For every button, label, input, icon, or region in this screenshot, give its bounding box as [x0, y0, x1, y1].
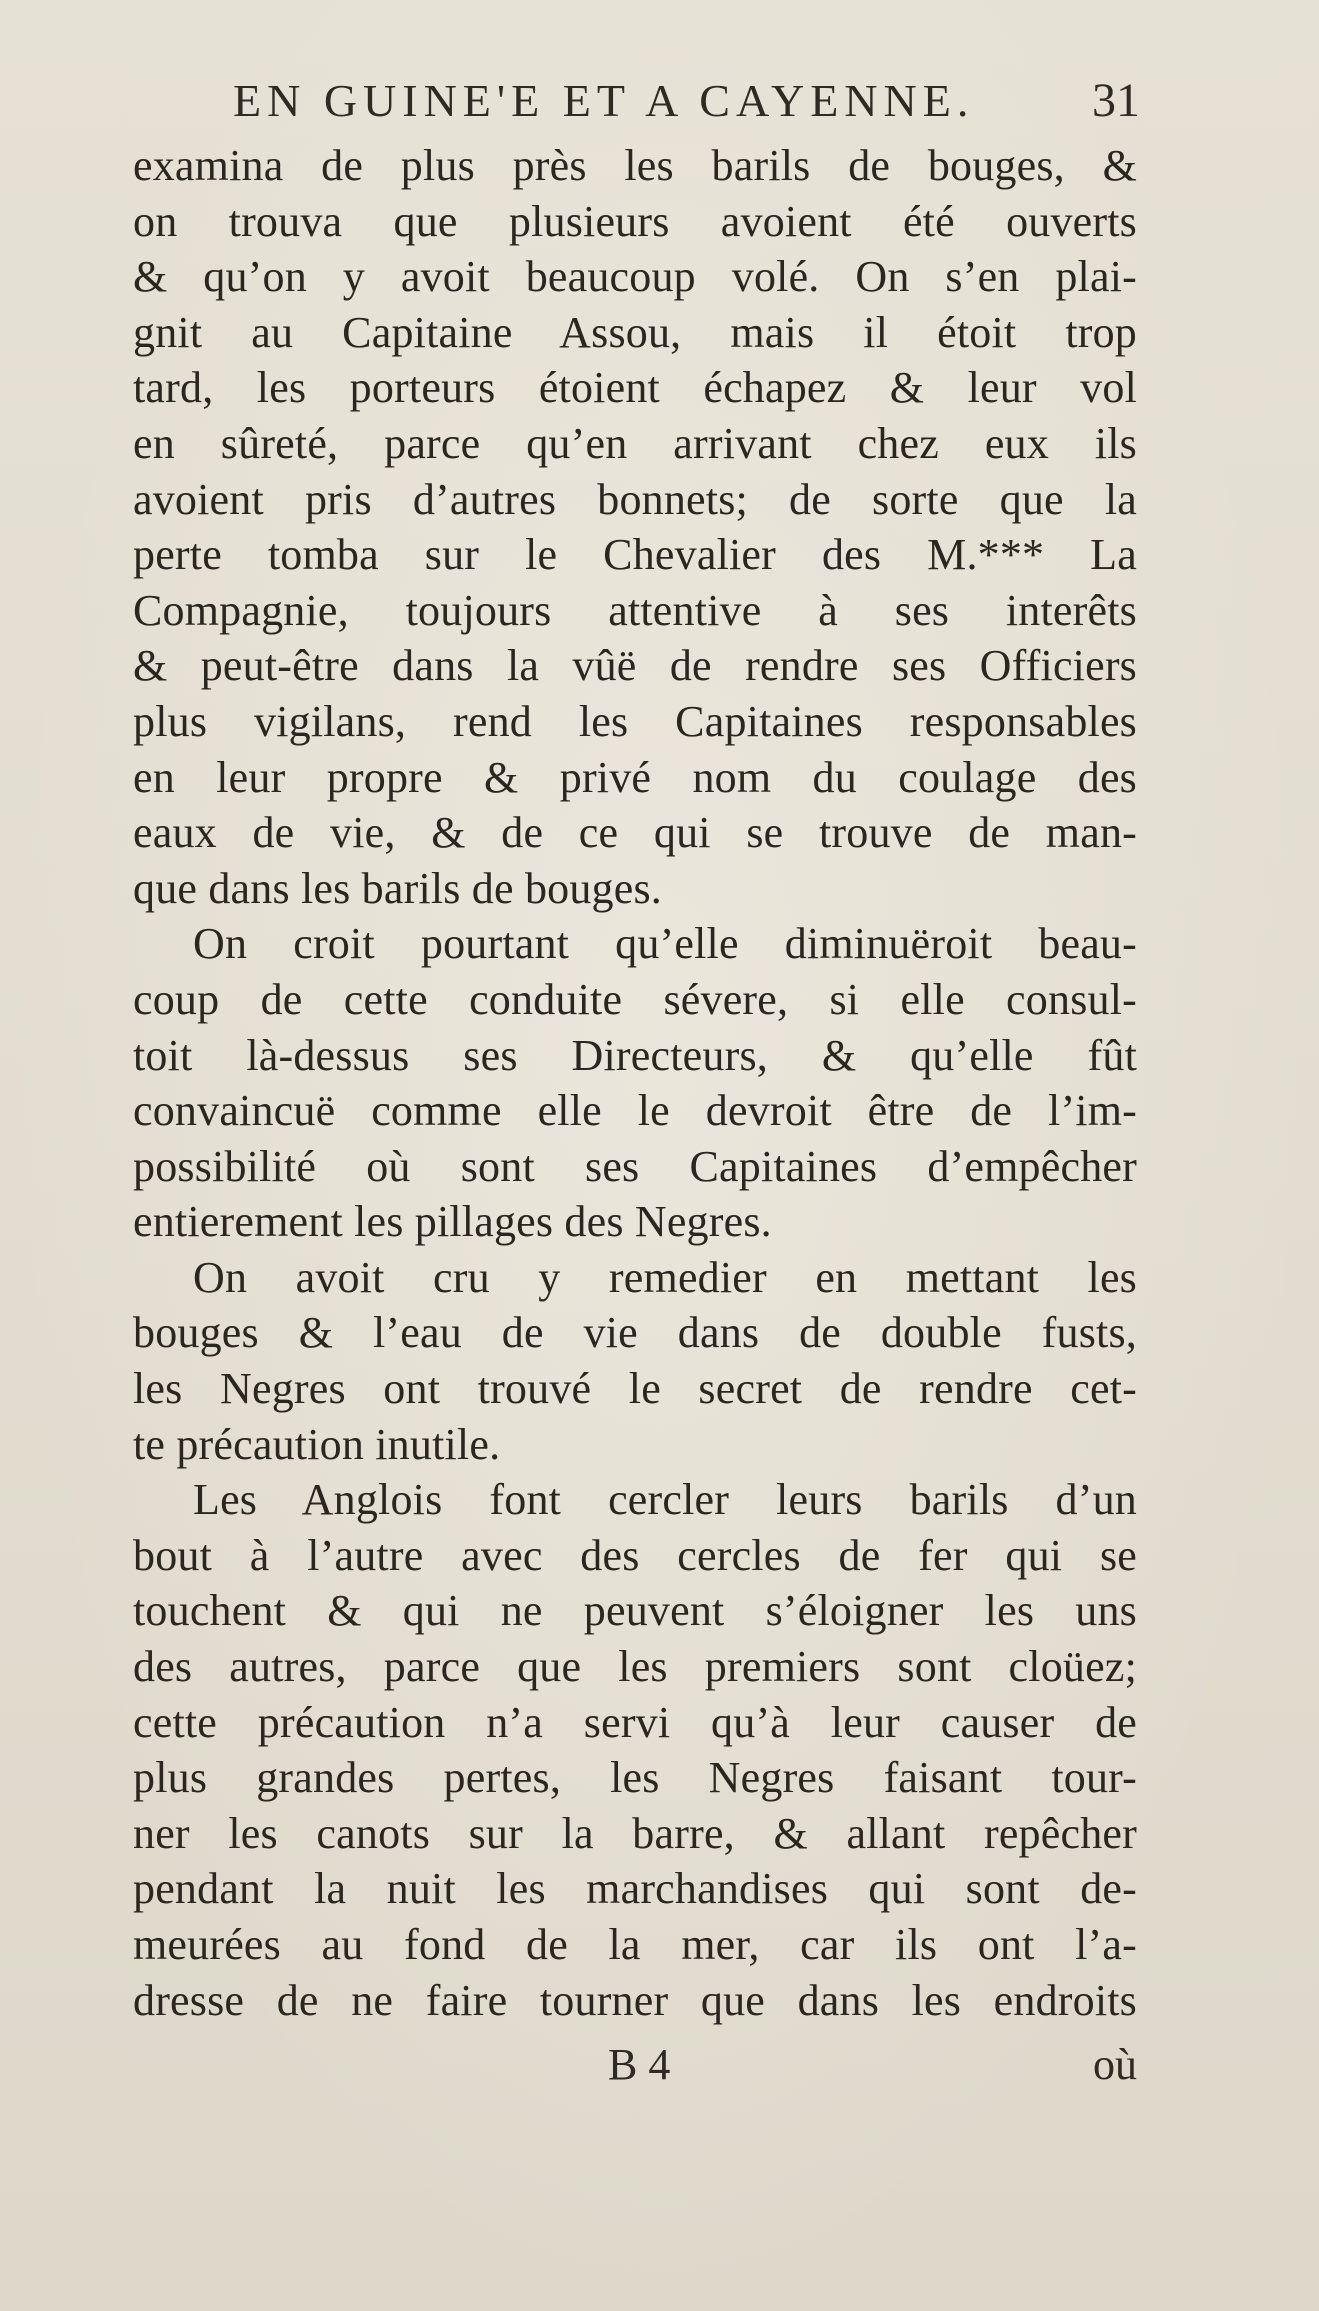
text-line: On croit pourtant qu’elle diminuëroit beau-: [193, 919, 1137, 969]
text-line: que dans les barils de bouges.: [133, 863, 662, 913]
text-line: pendant la nuit les marchandises qui sont de-: [133, 1864, 1137, 1914]
text-line: perte tomba sur le Chevalier des M.*** La: [133, 530, 1137, 580]
text-line: des autres, parce que les premiers sont cloüez;: [133, 1642, 1137, 1692]
page-number: 31: [1092, 74, 1140, 127]
text-line: gnit au Capitaine Assou, mais il étoit trop: [133, 307, 1137, 357]
page-footer: [133, 2035, 1137, 2095]
text-line: entierement les pillages des Negres.: [133, 1197, 772, 1247]
text-line: plus grandes pertes, les Negres faisant tour-: [133, 1753, 1137, 1803]
text-line: te précaution inutile.: [133, 1419, 501, 1469]
text-line: bout à l’autre avec des cercles de fer qui se: [133, 1530, 1137, 1580]
text-line: tard, les porteurs étoient échapez & leur vol: [133, 363, 1137, 413]
text-line: eaux de vie, & de ce qui se trouve de man-: [133, 808, 1137, 858]
text-line: On avoit cru y remedier en mettant les: [193, 1252, 1137, 1302]
text-line: & peut-être dans la vûë de rendre ses Officiers: [133, 641, 1137, 691]
text-line: touchent & qui ne peuvent s’éloigner les uns: [133, 1586, 1137, 1636]
text-line: les Negres ont trouvé le secret de rendre cet-: [133, 1364, 1137, 1414]
text-line: ner les canots sur la barre, & allant repêcher: [133, 1808, 1137, 1858]
text-line: dresse de ne faire tourner que dans les endroits: [133, 1975, 1137, 2025]
signature-mark: B 4: [608, 2040, 671, 2089]
text-line: on trouva que plusieurs avoient été ouverts: [133, 196, 1137, 246]
page-header: [135, 70, 1140, 132]
text-line: convaincuë comme elle le devroit être de l’im-: [133, 1086, 1137, 1136]
running-title: EN GUINE'E ET A CAYENNE.: [233, 75, 975, 126]
text-line: coup de cette conduite sévere, si elle consul-: [133, 974, 1137, 1024]
text-line: en leur propre & privé nom du coulage des: [133, 752, 1137, 802]
text-line: bouges & l’eau de vie dans de double fusts,: [133, 1308, 1137, 1358]
text-line: Compagnie, toujours attentive à ses interêts: [133, 585, 1137, 635]
text-line: examina de plus près les barils de bouges, &: [133, 141, 1137, 190]
text-line: toit là-dessus ses Directeurs, & qu’elle fût: [133, 1030, 1137, 1080]
text-line: avoient pris d’autres bonnets; de sorte que la: [133, 474, 1137, 524]
text-line: en sûreté, parce qu’en arrivant chez eux ils: [133, 418, 1137, 468]
text-line: Les Anglois font cercler leurs barils d’un: [193, 1475, 1137, 1525]
body-text: [133, 138, 1137, 2028]
catchword: où: [1093, 2040, 1137, 2089]
text-line: & qu’on y avoit beaucoup volé. On s’en plai-: [133, 252, 1137, 302]
text-line: cette précaution n’a servi qu’à leur causer de: [133, 1697, 1137, 1747]
text-line: meurées au fond de la mer, car ils ont l’a-: [133, 1920, 1137, 1969]
text-line: possibilité où sont ses Capitaines d’empêcher: [133, 1141, 1137, 1191]
text-line: plus vigilans, rend les Capitaines responsables: [133, 696, 1137, 746]
